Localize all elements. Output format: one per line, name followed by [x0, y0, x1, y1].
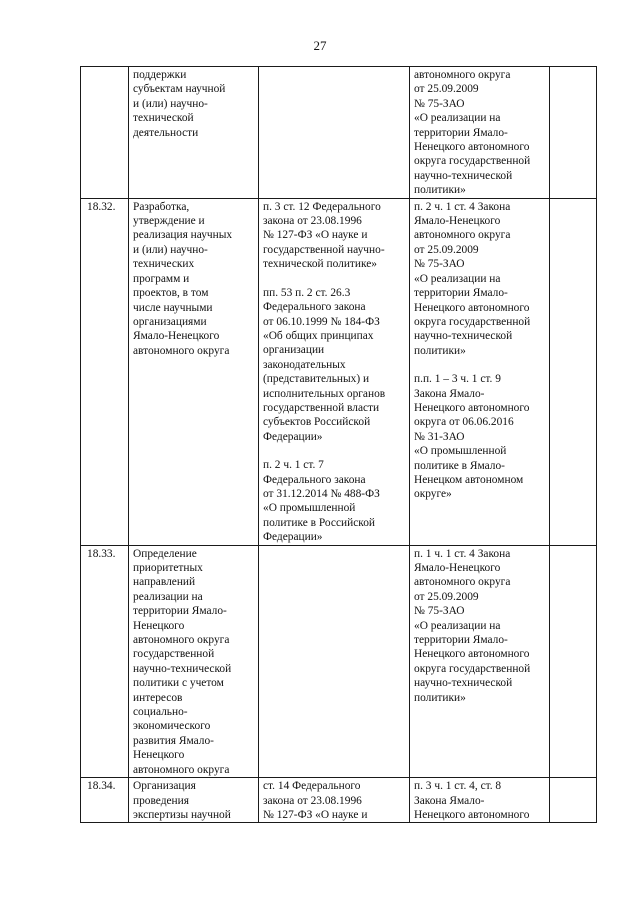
notes-cell — [550, 778, 597, 823]
regional-law-cell — [410, 198, 550, 545]
row-number-cell: 18.34. — [81, 778, 129, 823]
federal-law-cell — [259, 198, 410, 545]
federal-law-cell — [259, 778, 410, 823]
regional-law-reference: автономного округа от 25.09.2009 № 75-ЗАО «О реализации на территории Ямало- Ненецкого автономного округа государственной научно-технической политики» — [414, 69, 531, 197]
regional-law-reference: п.п. 1 – 3 ч. 1 ст. 9 Закона Ямало- Ненецкого автономного округа от 06.06.2016 № 31-ЗАО «О промышленной политике в Ямало- Ненецком автономном округе» — [414, 373, 530, 501]
power-title-cell: Организация проведения экспертизы научной — [129, 778, 259, 823]
row-number-cell: 18.33. — [81, 545, 129, 778]
federal-law-reference: пп. 53 п. 2 ст. 26.3 Федерального закона от 06.10.1999 № 184-ФЗ «Об общих принципах организации законодательных (представительных) и исполнительных органов государственной власти субъектов Российской Федерации» — [263, 286, 386, 443]
table-row — [81, 545, 597, 778]
notes-cell — [550, 67, 597, 199]
regional-law-cell — [410, 778, 550, 823]
table-body — [81, 67, 597, 823]
row-number-cell: 18.32. — [81, 198, 129, 545]
regional-law-reference: п. 1 ч. 1 ст. 4 Закона Ямало-Ненецкого автономного округа от 25.09.2009 № 75-ЗАО «О реализации на территории Ямало- Ненецкого автономного округа государственной научно-технической политики» — [414, 547, 531, 704]
page-number: 27 — [313, 38, 327, 53]
power-title-cell: Разработка, утверждение и реализация научных и (или) научно- технических программ и проектов, в том числе научными организациями Ямало-Ненецкого автономного округа — [129, 198, 259, 545]
federal-law-reference: ст. 14 Федерального закона от 23.08.1996 № 127-ФЗ «О науке и — [263, 780, 368, 821]
table-row — [81, 778, 597, 823]
notes-cell — [550, 198, 597, 545]
table-row — [81, 67, 597, 199]
federal-law-cell — [259, 67, 410, 199]
power-title-cell: поддержки субъектам научной и (или) научно- технической деятельности — [129, 67, 259, 199]
federal-law-reference: п. 2 ч. 1 ст. 7 Федерального закона от 31.12.2014 № 488-ФЗ «О промышленной политике в Российской Федерации» — [263, 459, 380, 544]
table-row — [81, 198, 597, 545]
regional-law-reference: п. 2 ч. 1 ст. 4 Закона Ямало-Ненецкого автономного округа от 25.09.2009 № 75-ЗАО «О реализации на территории Ямало- Ненецкого автономного округа государственной научно-технической политики» — [414, 200, 531, 357]
powers-table — [80, 66, 597, 823]
power-title-cell: Определение приоритетных направлений реализации на территории Ямало- Ненецкого автономного округа государственной научно-технической политики с учетом интересов социально- экономического развития Ямало- Ненецкого автономного округа — [129, 545, 259, 778]
regional-law-reference: п. 3 ч. 1 ст. 4, ст. 8 Закона Ямало- Ненецкого автономного — [414, 780, 530, 821]
regional-law-cell — [410, 545, 550, 778]
row-number-cell — [81, 67, 129, 199]
regional-law-cell — [410, 67, 550, 199]
federal-law-cell — [259, 545, 410, 778]
notes-cell — [550, 545, 597, 778]
federal-law-reference: п. 3 ст. 12 Федерального закона от 23.08.1996 № 127-ФЗ «О науке и государственной научно- технической политике» — [263, 200, 385, 271]
